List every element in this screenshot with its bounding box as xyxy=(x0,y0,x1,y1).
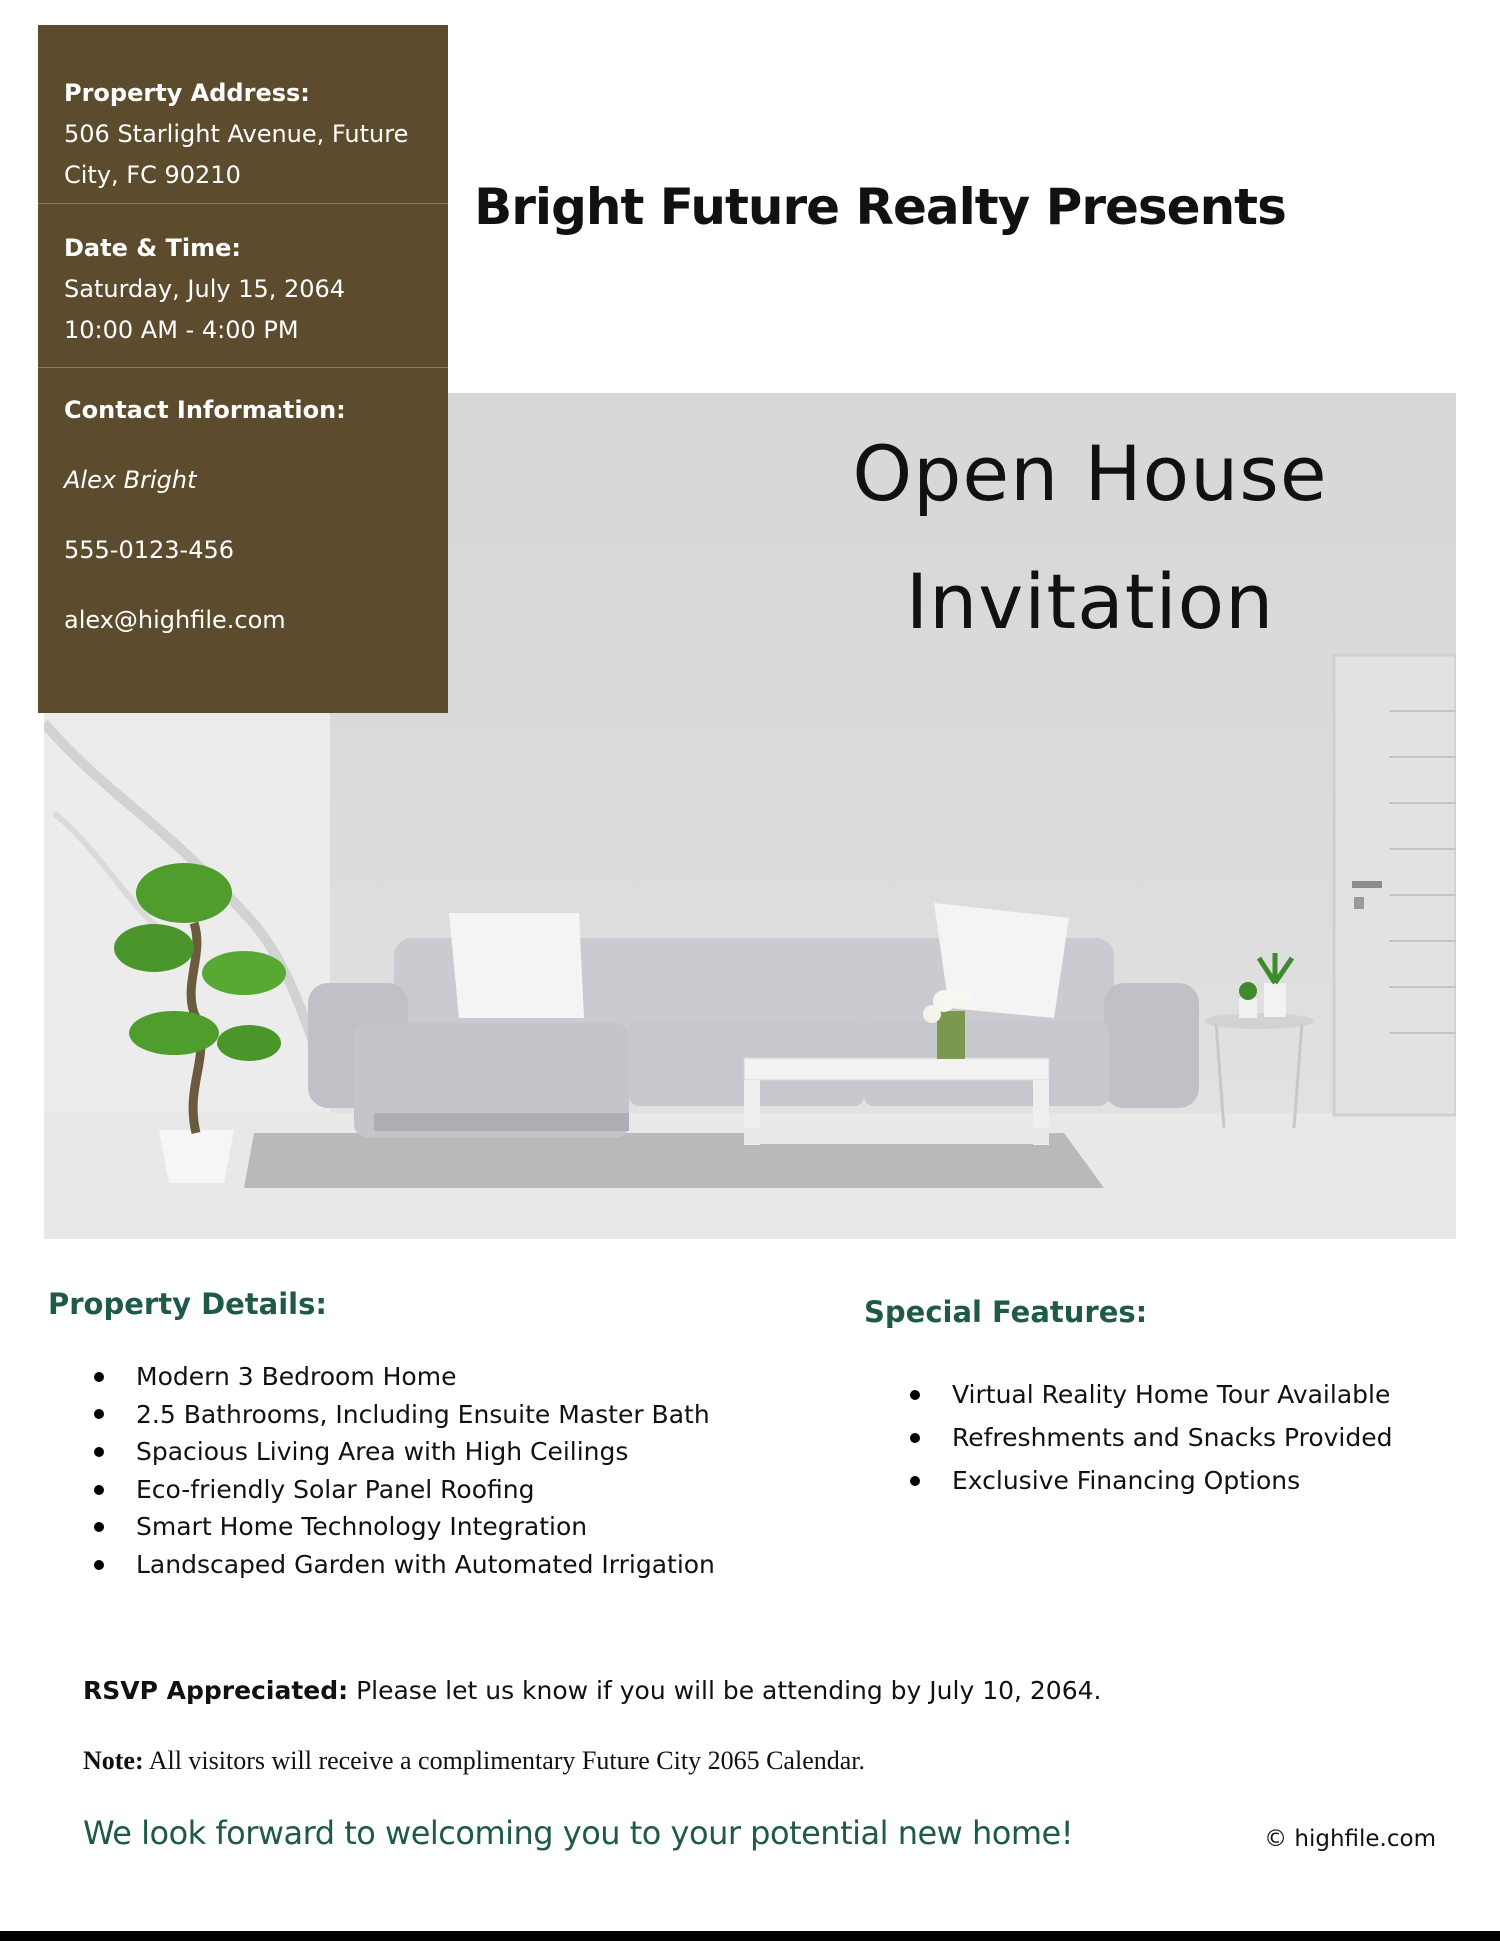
bullet-icon xyxy=(910,1373,922,1416)
list-item: Virtual Reality Home Tour Available xyxy=(910,1373,1393,1416)
event-time: 10:00 AM - 4:00 PM xyxy=(64,316,299,344)
list-item: Spacious Living Area with High Ceilings xyxy=(94,1433,715,1471)
bullet-icon xyxy=(94,1546,106,1584)
rsvp-body: Please let us know if you will be attending by July 10, 2064. xyxy=(348,1676,1102,1705)
list-item: Eco-friendly Solar Panel Roofing xyxy=(94,1471,715,1509)
bullet-icon xyxy=(910,1416,922,1459)
list-item: Refreshments and Snacks Provided xyxy=(910,1416,1393,1459)
presenter-title: Bright Future Realty Presents xyxy=(474,178,1286,236)
property-details-list xyxy=(94,1358,715,1584)
info-panel xyxy=(38,25,448,713)
bullet-icon xyxy=(94,1471,106,1509)
bullet-icon xyxy=(94,1396,106,1434)
contact-name: Alex Bright xyxy=(64,466,197,494)
list-item: 2.5 Bathrooms, Including Ensuite Master Bath xyxy=(94,1396,715,1434)
special-features-list xyxy=(910,1373,1393,1502)
note-label: Note: xyxy=(83,1746,144,1775)
address-label: Property Address: xyxy=(64,79,310,107)
address-block xyxy=(38,25,448,204)
bullet-icon xyxy=(910,1459,922,1502)
headline-line-2: Invitation xyxy=(905,557,1275,646)
contact-label: Contact Information: xyxy=(64,396,346,424)
contact-block xyxy=(38,368,448,642)
note-text xyxy=(83,1746,865,1776)
datetime-block xyxy=(38,204,448,368)
bullet-icon xyxy=(94,1433,106,1471)
rsvp-text xyxy=(83,1676,1101,1705)
list-item: Exclusive Financing Options xyxy=(910,1459,1393,1502)
datetime-label: Date & Time: xyxy=(64,234,241,262)
list-item: Modern 3 Bedroom Home xyxy=(94,1358,715,1396)
list-item: Landscaped Garden with Automated Irrigation xyxy=(94,1546,715,1584)
headline-line-1: Open House xyxy=(852,429,1328,518)
contact-email[interactable]: alex@highfile.com xyxy=(64,606,286,634)
list-item: Smart Home Technology Integration xyxy=(94,1508,715,1546)
property-details-title: Property Details: xyxy=(48,1287,327,1321)
bottom-border xyxy=(0,1931,1500,1941)
address-line-2: City, FC 90210 xyxy=(64,161,241,189)
note-body: All visitors will receive a complimentary Future City 2065 Calendar. xyxy=(143,1746,866,1775)
closing-message: We look forward to welcoming you to your potential new home! xyxy=(83,1814,1074,1852)
address-line-1: 506 Starlight Avenue, Future xyxy=(64,120,409,148)
contact-phone[interactable]: 555-0123-456 xyxy=(64,536,235,564)
special-features-title: Special Features: xyxy=(864,1295,1148,1329)
bullet-icon xyxy=(94,1358,106,1396)
bullet-icon xyxy=(94,1508,106,1546)
copyright-text[interactable]: © highfile.com xyxy=(1264,1826,1436,1852)
event-date: Saturday, July 15, 2064 xyxy=(64,275,346,303)
rsvp-label: RSVP Appreciated: xyxy=(83,1676,349,1705)
page-title xyxy=(820,410,1360,666)
